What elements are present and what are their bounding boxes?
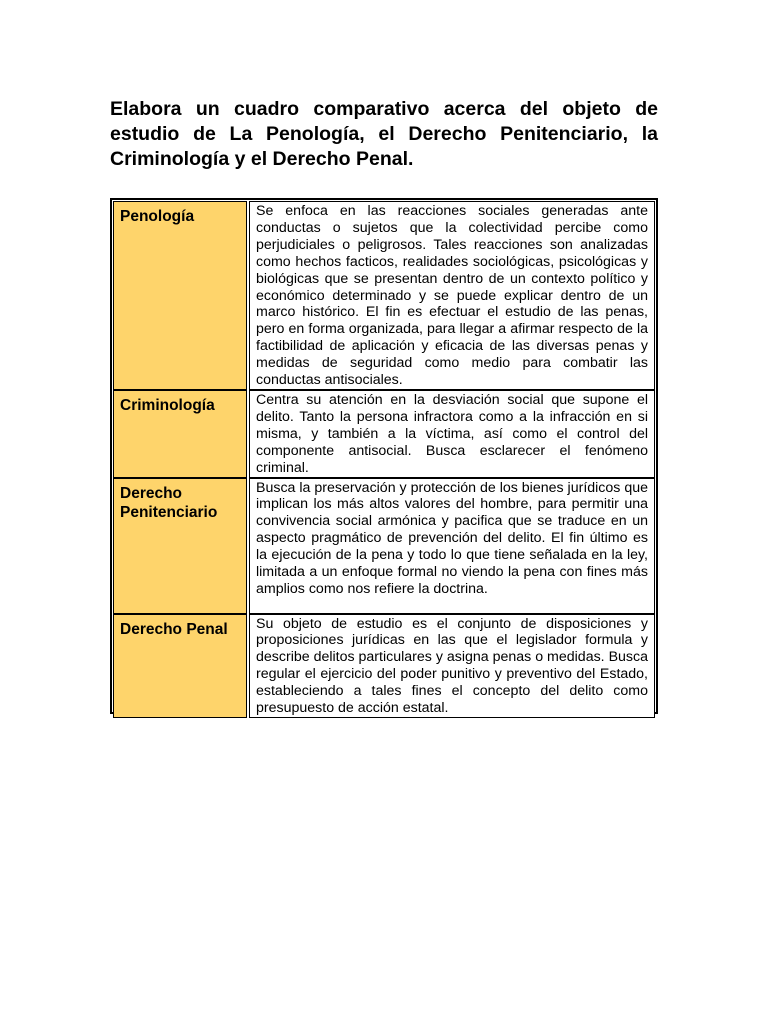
table-row	[113, 478, 655, 614]
document-title: Elabora un cuadro comparativo acerca del objeto de estudio de La Penología, el Derecho Penitenciario, la Criminología y el Derecho Penal.	[110, 98, 658, 170]
description-cell: Su objeto de estudio es el conjunto de disposiciones y proposiciones jurídicas en las que el legislador formula y describe delitos particulares y asigna penas o medidas. Busca regular el ejercicio del poder punitivo y preventivo del Estado, estableciendo a tales fines el concepto del delito como presupuesto de acción estatal.	[249, 614, 655, 718]
term-cell: Criminología	[113, 390, 247, 478]
description-cell: Se enfoca en las reacciones sociales generadas ante conductas o sujetos que la colectividad percibe como perjudiciales o peligrosos. Tales reacciones son analizadas como hechos facticos, realidades sociológicas, psicológicas y biológicas que se presentan dentro de un contexto político y económico determinado y se puede explicar dentro de un marco histórico. El fin es efectuar el estudio de las penas, pero en forma organizada, para llegar a afirmar respecto de la factibilidad de aplicación y eficacia de las diversas penas y medidas de seguridad como medio para combatir las conductas antisociales.	[249, 201, 655, 390]
table-row	[113, 390, 655, 478]
description-cell: Busca la preservación y protección de los bienes jurídicos que implican los más altos valores del hombre, para permitir una convivencia social armónica y pacifica que se traduce en un aspecto pragmático de prevención del delito. El fin último es la ejecución de la pena y todo lo que tiene señalada en la ley, limitada a un enfoque formal no viendo la pena con fines más amplios como nos refiere la doctrina.	[249, 478, 655, 614]
description-cell: Centra su atención en la desviación social que supone el delito. Tanto la persona infractora como a la infracción en si misma, y también a la víctima, así como el control del componente antisocial. Busca esclarecer el fenómeno criminal.	[249, 390, 655, 478]
term-cell: Penología	[113, 201, 247, 390]
term-cell: Derecho Penitenciario	[113, 478, 247, 614]
comparison-table-grid	[113, 201, 655, 718]
table-row	[113, 614, 655, 718]
table-row	[113, 201, 655, 390]
comparison-table	[110, 198, 658, 717]
term-cell: Derecho Penal	[113, 614, 247, 718]
